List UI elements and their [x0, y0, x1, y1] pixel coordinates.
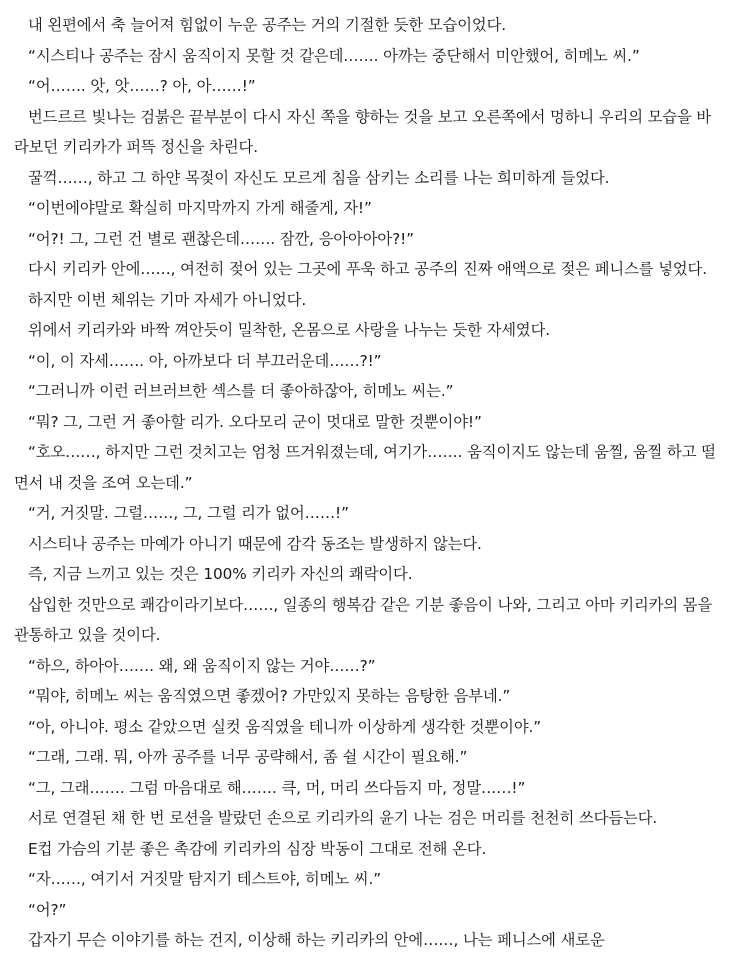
paragraph: “거, 거짓말. 그럴……, 그, 그럴 리가 없어……!”	[28, 504, 349, 522]
paragraph: “이번에야말로 확실히 마지막까지 가게 해줄게, 자!”	[28, 199, 372, 217]
paragraph: “이, 이 자세……. 아, 아까보다 더 부끄러운데……?!”	[28, 351, 382, 370]
paragraph: 위에서 키리카와 바짝 껴안듯이 밀착한, 온몸으로 사랑을 나누는 듯한 자세였다.	[28, 321, 551, 339]
paragraph: 다시 키리카 안에……, 여전히 젖어 있는 그곳에 푸욱 하고 공주의 진짜 애액으로 젖은 페니스를 넣었다.	[28, 260, 707, 278]
paragraph: 내 왼편에서 축 늘어져 힘없이 누운 공주는 거의 기절한 듯한 모습이었다.	[28, 16, 507, 34]
paragraph: “어?! 그, 그런 건 별로 괜찮은데……. 잠깐, 응아아아아?!”	[28, 229, 414, 248]
paragraph: “그, 그래……. 그럼 마음대로 해……. 큭, 머, 머리 쓰다듬지 마, 정말……!”	[28, 778, 526, 797]
paragraph: “아, 아니야. 평소 같았으면 실컷 움직였을 테니까 이상하게 생각한 것뿐이야.”	[28, 717, 542, 736]
paragraph: 하지만 이번 체위는 기마 자세가 아니었다.	[28, 290, 307, 309]
paragraph: 갑자기 무슨 이야기를 하는 건지, 이상해 하는 키리카의 안에……, 나는 페니스에 새로운	[28, 931, 605, 949]
paragraph: 서로 연결된 채 한 번 로션을 발랐던 손으로 키리카의 윤기 나는 검은 머리를 천천히 쓰다듬는다.	[28, 809, 658, 827]
paragraph: “그래, 그래. 뭐, 아까 공주를 너무 공략해서, 좀 쉴 시간이 필요해.”	[28, 748, 468, 766]
paragraph: “어?”	[28, 900, 67, 919]
paragraph: “시스티나 공주는 잠시 움직이지 못할 것 같은데……. 아까는 중단해서 미안했어, 히메노 씨.”	[28, 46, 640, 65]
paragraph: 시스티나 공주는 마예가 아니기 때문에 감각 동조는 발생하지 않는다.	[28, 534, 482, 553]
paragraph: “뭐? 그, 그런 거 좋아할 리가. 오다모리 군이 멋대로 말한 것뿐이야!”	[28, 412, 482, 431]
paragraph: “자……, 여기서 거짓말 탐지기 테스트야, 히메노 씨.”	[28, 870, 382, 888]
paragraph: “호오……, 하지만 그런 것치고는 엄청 뜨거워졌는데, 여기가……. 움직이지도 않는데 움찔, 움찔 하고 떨면서 내 것을 조여 오는데.”	[14, 443, 716, 492]
paragraph: “하으, 하아아……. 왜, 왜 움직이지 않는 거야……?”	[28, 656, 376, 675]
paragraph: “그러니까 이런 러브러브한 섹스를 더 좋아하잖아, 히메노 씨는.”	[28, 382, 454, 400]
paragraph: 삽입한 것만으로 쾌감이라기보다……, 일종의 행복감 같은 기분 좋음이 나와, 그리고 아마 키리카의 몸을 관통하고 있을 것이다.	[14, 595, 717, 644]
paragraph: “어……. 앗, 앗……? 아, 아……!”	[28, 77, 256, 95]
document-body	[14, 10, 722, 956]
paragraph: 즉, 지금 느끼고 있는 것은 100% 키리카 자신의 쾌락이다.	[28, 565, 413, 583]
paragraph: “뭐야, 히메노 씨는 움직였으면 좋겠어? 가만있지 못하는 음탕한 음부네.”	[28, 687, 511, 705]
paragraph: E컵 가슴의 기분 좋은 촉감에 키리카의 심장 박동이 그대로 전해 온다.	[28, 839, 487, 858]
paragraph: 번드르르 빛나는 검붉은 끝부분이 다시 자신 쪽을 향하는 것을 보고 오른쪽에서 멍하니 우리의 모습을 바라보던 키리카가 퍼뜩 정신을 차린다.	[14, 107, 712, 156]
paragraph: 꿀꺽……, 하고 그 하얀 목젖이 자신도 모르게 침을 삼키는 소리를 나는 희미하게 들었다.	[28, 168, 610, 187]
